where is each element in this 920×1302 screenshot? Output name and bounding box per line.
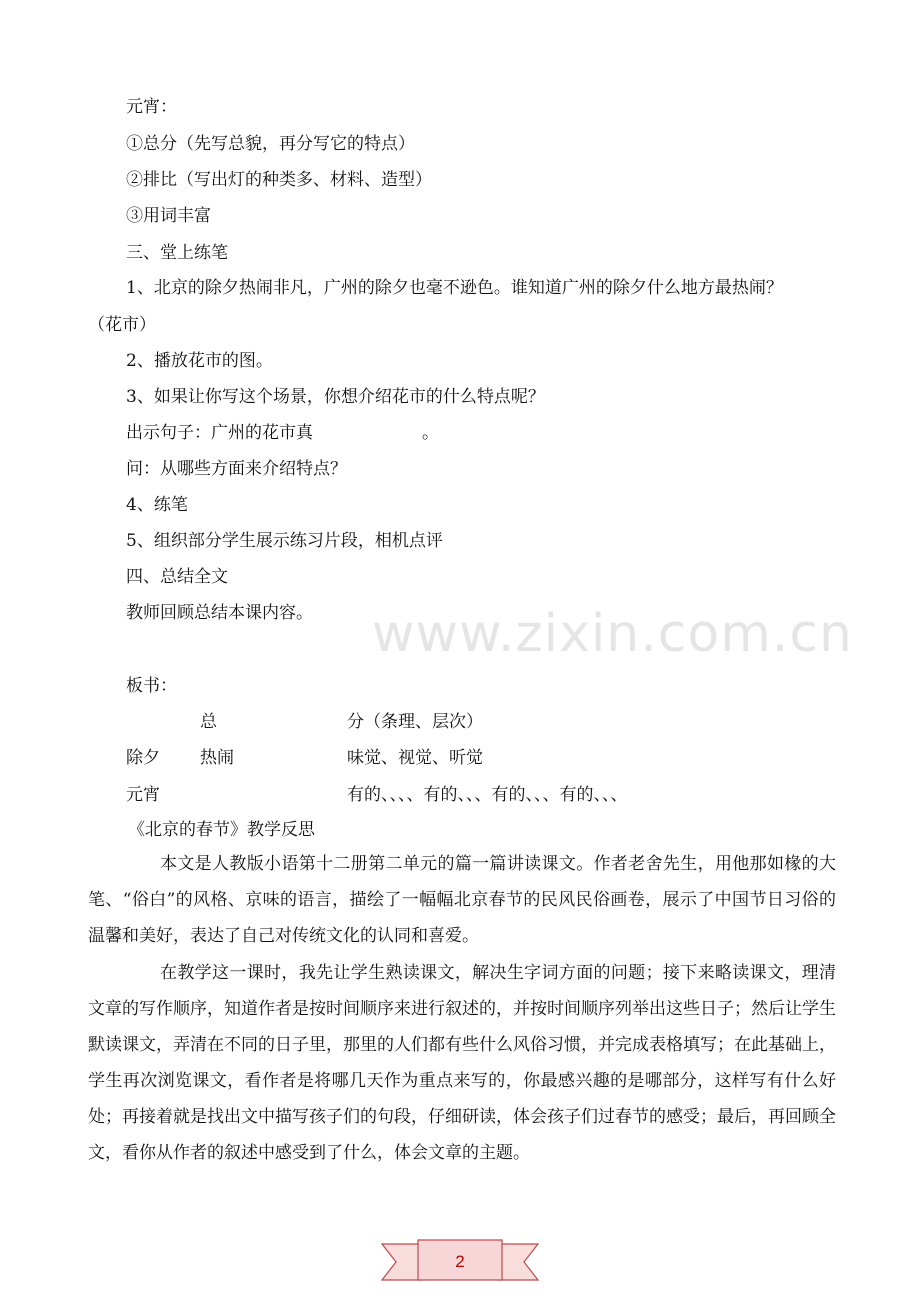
board-cell-fen: 分（条理、层次） — [347, 712, 483, 732]
line-teacher-review: 教师回顾总结本课内容。 — [126, 603, 313, 623]
watermark: www.zixin.com.cn — [372, 604, 853, 664]
board-cell-zong: 总 — [200, 712, 217, 732]
line-step-5: 5、组织部分学生展示练习片段，相机点评 — [126, 531, 443, 551]
board-cell-chuxi: 除夕 — [126, 748, 160, 768]
line-question-1: 1、北京的除夕热闹非凡，广州的除夕也毫不逊色。谁知道广州的除夕什么地方最热闹？ — [126, 278, 783, 298]
line-step-3: 3、如果让你写这个场景，你想介绍花市的什么特点呢？ — [126, 387, 545, 407]
reflection-title: 《北京的春节》教学反思 — [128, 820, 315, 840]
line-answer-huashi: （花市） — [88, 315, 156, 335]
line-step-2: 2、播放花市的图。 — [126, 351, 273, 371]
line-zongfen: ①总分（先写总貌，再分写它的特点） — [126, 134, 415, 154]
reflection-paragraph-1: 本文是人教版小语第十二册第二单元的篇一篇讲读课文。作者老舍先生，用他那如椽的大笔、“俗白”的风格、京味的语言，描绘了一幅幅北京春节的民风民俗画卷，展示了中国节日习俗的温馨和美好，表达了自己对传统文化的认同和喜爱。 — [88, 854, 836, 946]
line-ask: 问：从哪些方面来介绍特点？ — [126, 459, 347, 479]
board-cell-senses: 味觉、视觉、听觉 — [347, 748, 483, 768]
line-sentence-end: 。 — [422, 423, 439, 443]
page-number: 2 — [455, 1252, 465, 1271]
board-cell-yuanxiao: 元宵 — [126, 785, 160, 805]
section-heading-practice: 三、堂上练笔 — [126, 243, 228, 263]
reflection-paragraph-2: 在教学这一课时，我先让学生熟读课文，解决生字词方面的问题；接下来略读课文，理清文章的写作顺序，知道作者是按时间顺序来进行叙述的，并按时间顺序列举出这些日子；然后让学生默读课文，弄清在不同的日子里，那里的人们都有些什么风俗习惯，并完成表格填写；在此基础上，学生再次浏览课文，看作者是将哪几天作为重点来写的，你最感兴趣的是哪部分，这样写有什么好处；再接着就是找出文中描写孩子们的句段，仔细研读，体会孩子们过春节的感受；最后，再回顾全文，看你从作者的叙述中感受到了什么，体会文章的主题。 — [88, 963, 836, 1163]
section-heading-summary: 四、总结全文 — [126, 567, 228, 587]
board-title: 板书： — [126, 676, 177, 696]
line-step-4: 4、练笔 — [126, 495, 188, 515]
line-paibi: ②排比（写出灯的种类多、材料、造型） — [126, 170, 432, 190]
line-yuanxiao: 元宵： — [126, 97, 177, 117]
board-cell-youde: 有的、、、、有的、、、有的、、、有的、、、 — [347, 785, 628, 805]
line-yongci: ③用词丰富 — [126, 206, 211, 226]
line-sentence-prompt: 出示句子：广州的花市真 — [126, 423, 313, 443]
board-cell-renao: 热闹 — [200, 748, 234, 768]
